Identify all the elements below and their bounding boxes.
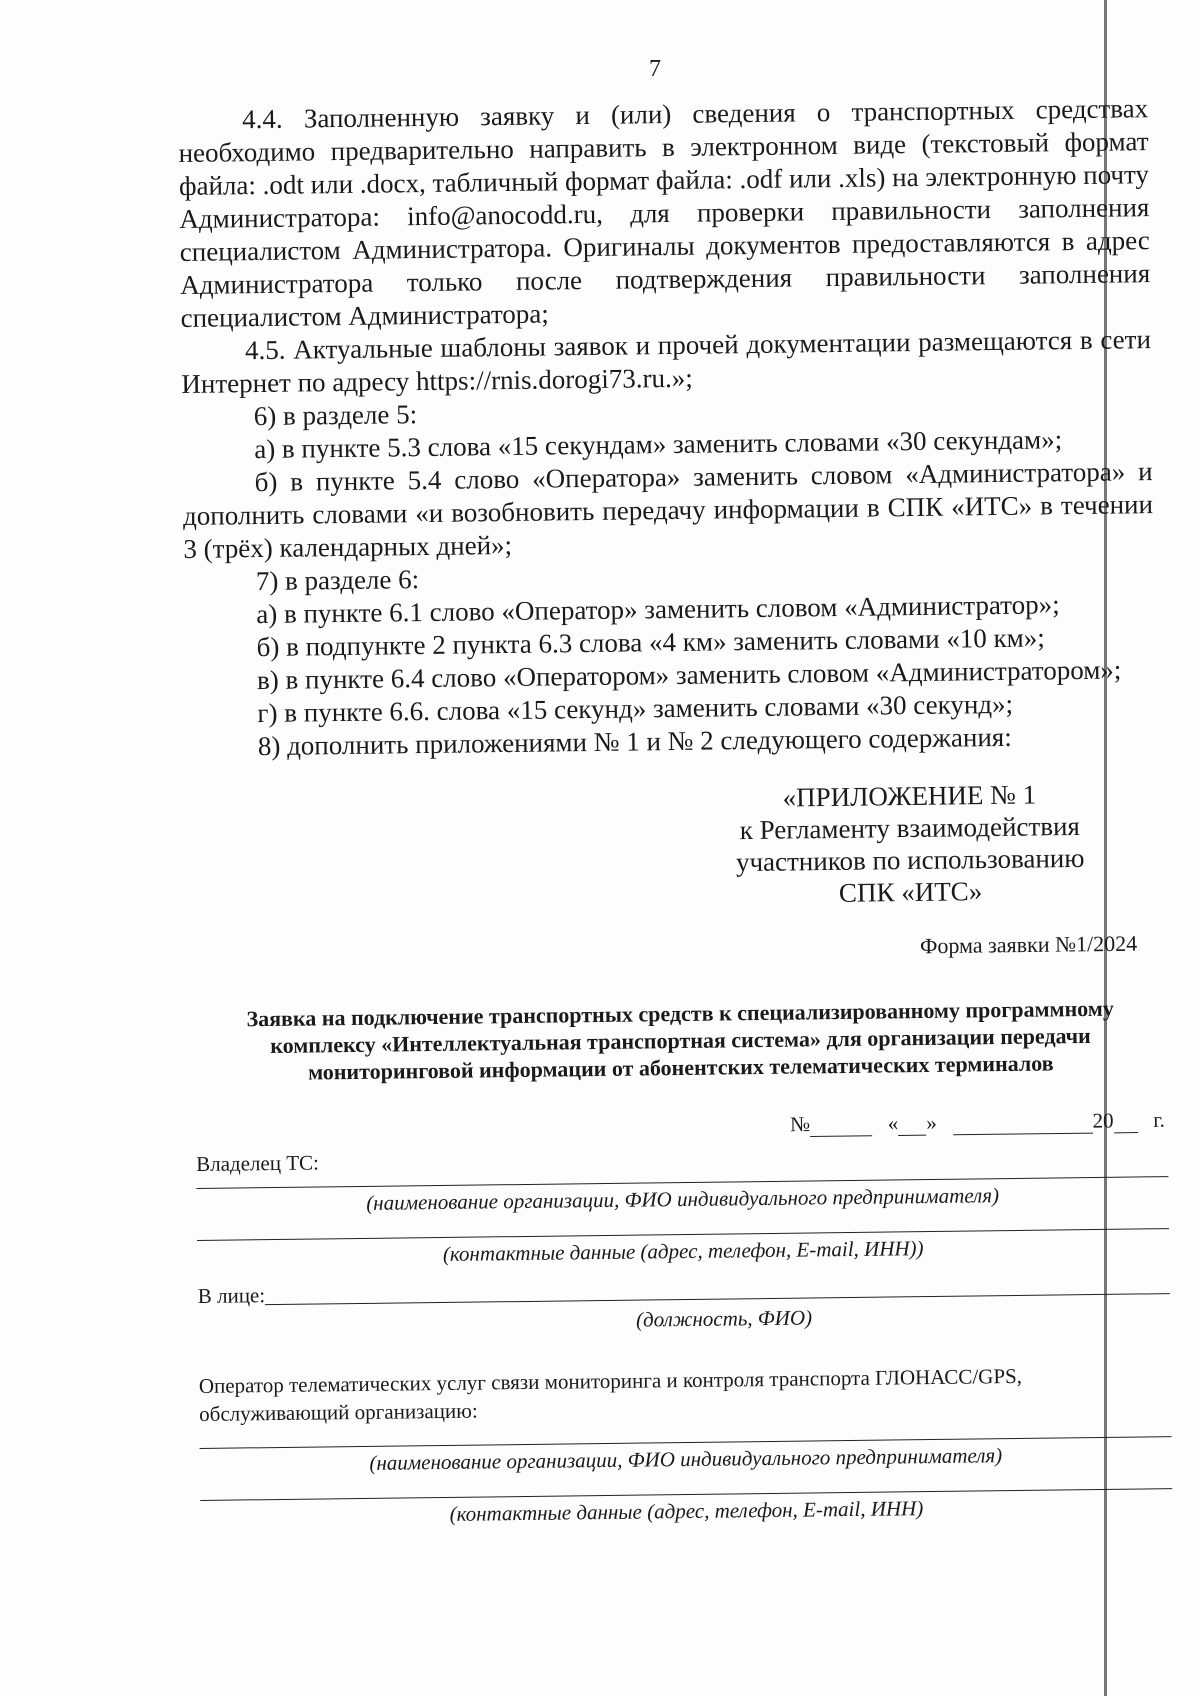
appendix-title: «ПРИЛОЖЕНИЕ № 1 bbox=[782, 779, 1037, 813]
person-label: В лице: bbox=[197, 1283, 266, 1308]
paragraph-4-5: 4.5. Актуальные шаблоны заявок и прочей документации размещаются в сети Интернет по адресу https://rnis.dorogi73.ru.»; bbox=[181, 324, 1152, 399]
appendix-subtitle-line: СПК «ИТС» bbox=[838, 876, 983, 908]
paragraph-4-4: 4.4. Заполненную заявку и (или) сведения о транспортных средствах необходимо предварительно направить в электронном виде (текстовый формат файла: .odt или .docx, табличный формат файла: .odf или .xls) на электронную почту Администратора: info@anocodd.ru, для проверки правильности заполнения специалистом Администратора. Оригиналы документов предоставляются в адрес Администратора только после подтверждения правильности заполнения специалистом Администратора; bbox=[178, 93, 1151, 333]
year-blank bbox=[1114, 1132, 1138, 1133]
operator-name-caption: (наименование организации, ФИО индивидуального предпринимателя) bbox=[369, 1443, 1003, 1475]
owner-name-caption: (наименование организации, ФИО индивидуального предпринимателя) bbox=[366, 1183, 1000, 1215]
amendment-item-6-b: б) в пункте 5.4 слово «Оператора» заменить словом «Администратора» и дополнить словами «и возобновить передачу информации в СПК «ИТС» в течении 3 (трёх) календарных дней»; bbox=[182, 456, 1154, 564]
request-form bbox=[196, 1140, 1173, 1530]
appendix-heading bbox=[699, 777, 1121, 910]
amendment-item-7-title: 7) в разделе 6: bbox=[255, 564, 420, 597]
person-caption: (должность, ФИО) bbox=[635, 1305, 813, 1332]
year-suffix: г. bbox=[1153, 1107, 1165, 1132]
appendix-subtitle-line: участников по использованию bbox=[735, 842, 1085, 878]
request-title-line: мониторинговой информации от абонентских телематических терминалов bbox=[307, 1050, 1054, 1085]
month-blank bbox=[953, 1133, 1093, 1136]
operator-label-line: обслуживающий организацию: bbox=[199, 1398, 478, 1426]
request-title bbox=[196, 994, 1165, 1087]
number-sign: № bbox=[789, 1112, 811, 1137]
request-title-line: Заявка на подключение транспортных средств к специализированному программному bbox=[246, 995, 1114, 1032]
operator-label-line: Оператор телематических услуг связи мониторинга и контроля транспорта ГЛОНАСС/GPS, bbox=[198, 1363, 1023, 1398]
day-quote-close: » bbox=[926, 1110, 937, 1135]
owner-row bbox=[196, 1140, 1168, 1178]
operator-contacts-caption: (контактные данные (адрес, телефон, E-mail, ИНН) bbox=[449, 1496, 924, 1526]
number-blank bbox=[810, 1135, 872, 1137]
amendment-item-8: 8) дополнить приложениями № 1 и № 2 следующего содержания: bbox=[257, 721, 1012, 762]
day-blank bbox=[898, 1135, 926, 1136]
owner-label: Владелец ТС: bbox=[196, 1150, 320, 1176]
request-number-date-line bbox=[790, 1108, 1165, 1138]
amendment-item-6-a: а) в пункте 5.3 слова «15 секундам» заменить словами «30 секундам»; bbox=[254, 424, 1063, 465]
amendment-item-7-a: а) в пункте 6.1 слово «Оператор» заменить словом «Администратор»; bbox=[256, 589, 1060, 630]
appendix-subtitle-line: к Регламенту взаимодействия bbox=[739, 810, 1081, 846]
amendment-item-7-c: в) в пункте 6.4 слово «Оператором» заменить словом «Администратором»; bbox=[256, 654, 1122, 696]
page-number: 7 bbox=[649, 56, 661, 82]
day-quote-open: « bbox=[887, 1110, 899, 1136]
year-prefix: 20 bbox=[1092, 1108, 1114, 1133]
amendment-item-6-title: 6) в разделе 5: bbox=[253, 399, 418, 432]
document-body bbox=[178, 92, 1156, 764]
owner-contacts-caption: (контактные данные (адрес, телефон, E-mail, ИНН)) bbox=[442, 1236, 924, 1266]
amendment-item-7-b: б) в подпункте 2 пункта 6.3 слова «4 км» заменить словами «10 км»; bbox=[256, 622, 1045, 663]
operator-label-row bbox=[199, 1360, 1172, 1428]
form-number: Форма заявки №1/2024 bbox=[919, 930, 1138, 959]
request-title-line: комплексу «Интеллектуальная транспортная система» для организации передачи bbox=[270, 1022, 1091, 1059]
amendment-item-7-d: г) в пункте 6.6. слова «15 секунд» заменить словами «30 секунд»; bbox=[257, 688, 1014, 729]
